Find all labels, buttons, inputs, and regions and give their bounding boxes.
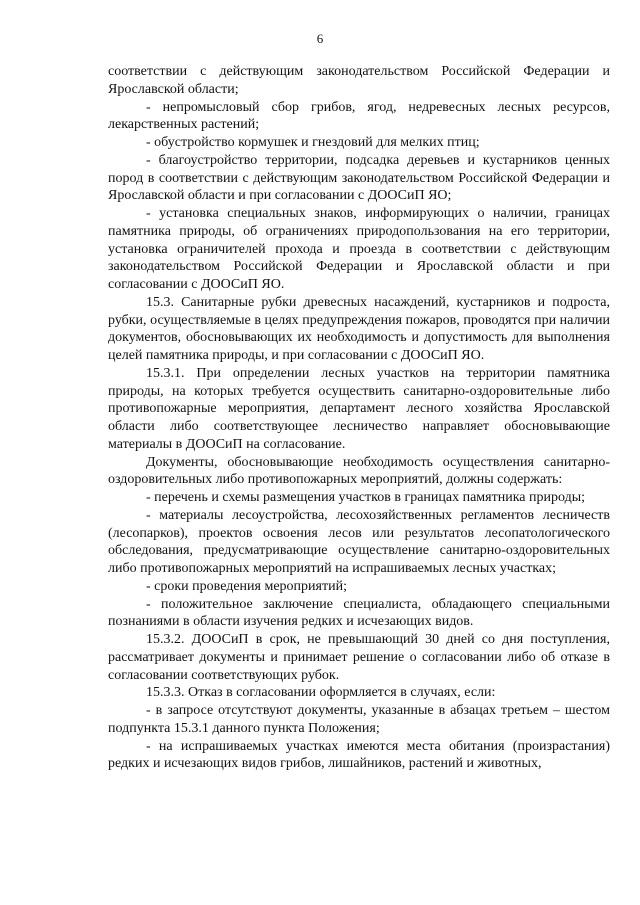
paragraph: - благоустройство территории, подсадка деревьев и кустарников ценных пород в соответствии с действующим законодательством Российской Федерации и Ярославской области и при согласовании с ДООСиП ЯО; <box>108 152 610 204</box>
paragraph: - на испрашиваемых участках имеются места обитания (произрастания) редких и исчезающих видов грибов, лишайников, растений и животных, <box>108 738 610 772</box>
page-number: 6 <box>316 31 324 46</box>
document-body <box>108 63 610 773</box>
paragraph: соответствии с действующим законодательством Российской Федерации и Ярославской области; <box>108 64 610 97</box>
paragraph: 15.3.2. ДООСиП в срок, не превышающий 30 дней со дня поступления, рассматривает документы и принимает решение о согласовании либо об отказе в согласовании соответствующих рубок. <box>108 632 610 683</box>
paragraph: 15.3. Санитарные рубки древесных насаждений, кустарников и подроста, рубки, осуществляемые в целях предупреждения пожаров, проводятся при наличии документов, обосновывающих их необходимость и допустимость для выполнения целей памятника природы, и при согласовании с ДООСиП ЯО. <box>108 294 610 363</box>
paragraph: - обустройство кормушек и гнездовий для мелких птиц; <box>146 135 480 150</box>
paragraph: - материалы лесоустройства, лесохозяйственных регламентов лесничеств (лесопарков), проектов освоения лесов или результатов лесопатологического обследования, предусматривающие осуществление санитарно-оздоровительных либо противопожарных мероприятий на испрашиваемых лесных участках; <box>108 507 610 576</box>
paragraph: - положительное заключение специалиста, обладающего специальными познаниями в области изучения редких и исчезающих видов. <box>108 596 610 630</box>
paragraph: 15.3.3. Отказ в согласовании оформляется в случаях, если: <box>146 685 496 701</box>
paragraph: - в запросе отсутствуют документы, указанные в абзацах третьем – шестом подпункта 15.3.1 данного пункта Положения; <box>108 703 610 736</box>
paragraph: - установка специальных знаков, информирующих о наличии, границах памятника природы, об ограничениях природопользования на его территории, установка ограничителей прохода и проезда в соответствии с действующим законодательством Российской Федерации и Ярославской области и при согласовании с ДООСиП ЯО. <box>108 206 610 292</box>
paragraph: 15.3.1. При определении лесных участков на территории памятника природы, на которых требуется осуществить санитарно-оздоровительные либо противопожарные мероприятия, департамент лесного хозяйства Ярославской области либо соответствующее лесничество направляет обосновывающие материалы в ДООСиП на согласование. <box>108 365 610 452</box>
paragraph: - сроки проведения мероприятий; <box>146 578 347 594</box>
paragraph: Документы, обосновывающие необходимость осуществления санитарно-оздоровительных либо противопожарных мероприятий, должны содержать: <box>108 454 610 488</box>
paragraph: - непромысловый сбор грибов, ягод, недревесных лесных ресурсов, лекарственных растений; <box>108 99 610 133</box>
paragraph: - перечень и схемы размещения участков в границах памятника природы; <box>146 490 586 505</box>
